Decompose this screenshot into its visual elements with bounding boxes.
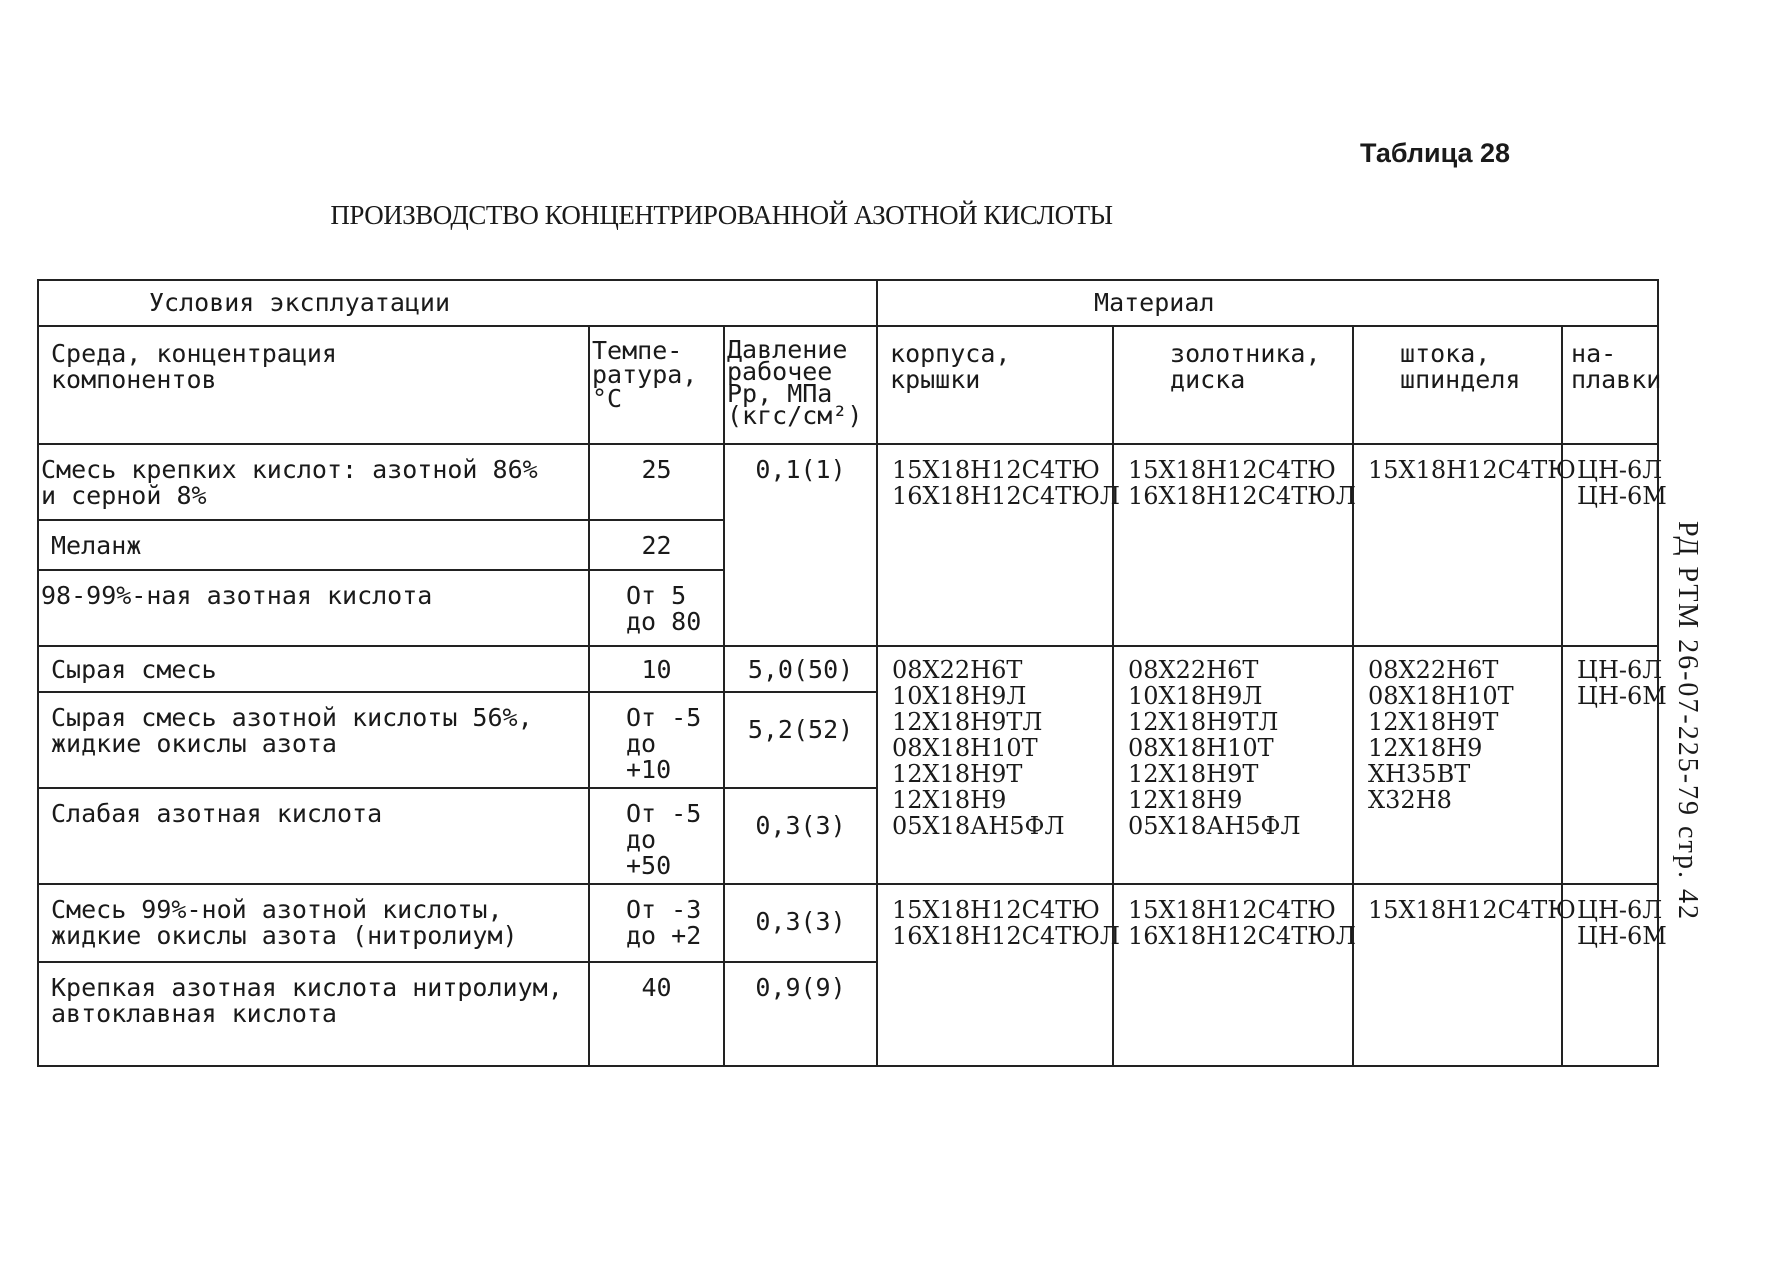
medium-cell: Сырая смесь <box>38 646 589 692</box>
col-header-pressure: Давление рабочее Рр, МПа (кгс/см²) <box>724 326 877 444</box>
medium-cell: Крепкая азотная кислота нитролиум, автоклавная кислота <box>38 962 589 1066</box>
temperature-cell: 40 <box>589 962 724 1066</box>
table-row <box>38 646 1658 692</box>
surfacing-material-cell: ЦН-6Л ЦН-6М <box>1562 884 1658 1066</box>
stem-material-cell: 15Х18Н12С4ТЮ <box>1353 884 1562 1066</box>
pressure-cell: 0,3(3) <box>724 884 877 962</box>
surfacing-material-cell: ЦН-6Л ЦН-6М <box>1562 444 1658 646</box>
pressure-cell: 0,3(3) <box>724 788 877 884</box>
stem-material-cell: 08Х22Н6Т 08Х18Н10Т 12Х18Н9Т 12Х18Н9 ХН35ВТ Х32Н8 <box>1353 646 1562 884</box>
table-row <box>38 444 1658 520</box>
table-row <box>38 884 1658 962</box>
body-material-cell: 08Х22Н6Т 10Х18Н9Л 12Х18Н9ТЛ 08Х18Н10Т 12Х18Н9Т 12Х18Н9 05Х18АН5ФЛ <box>877 646 1113 884</box>
body-material-cell: 15Х18Н12С4ТЮ 16Х18Н12С4ТЮЛ <box>877 884 1113 1066</box>
pressure-cell: 5,0(50) <box>724 646 877 692</box>
materials-table <box>37 279 1667 1067</box>
col-header-disc: золотника, диска <box>1113 326 1353 444</box>
document-title: ПРОИЗВОДСТВО КОНЦЕНТРИРОВАННОЙ АЗОТНОЙ КИСЛОТЫ <box>330 200 1113 230</box>
medium-cell: Смесь крепких кислот: азотной 86% и серной 8% <box>38 444 589 520</box>
material-group-header: Материал <box>877 280 1658 326</box>
disc-material-cell: 08Х22Н6Т 10Х18Н9Л 12Х18Н9ТЛ 08Х18Н10Т 12Х18Н9Т 12Х18Н9 05Х18АН5ФЛ <box>1113 646 1353 884</box>
disc-material-cell: 15Х18Н12С4ТЮ 16Х18Н12С4ТЮЛ <box>1113 444 1353 646</box>
temperature-cell: 22 <box>589 520 724 570</box>
col-header-surfacing: на- плавки <box>1562 326 1658 444</box>
side-document-code <box>1660 486 1714 956</box>
medium-cell: Сырая смесь азотной кислоты 56%, жидкие окислы азота <box>38 692 589 788</box>
pressure-cell: 0,1(1) <box>724 444 877 646</box>
medium-cell: 98-99%-ная азотная кислота <box>38 570 589 646</box>
temperature-cell: От -3 до +2 <box>589 884 724 962</box>
temperature-cell: 25 <box>589 444 724 520</box>
temperature-cell: От -5 до +50 <box>589 788 724 884</box>
column-header-row <box>38 326 1658 444</box>
conditions-group-header: Условия эксплуатации <box>38 280 877 326</box>
stem-material-cell: 15Х18Н12С4ТЮ <box>1353 444 1562 646</box>
col-header-temperature: Темпе- ратура, °С <box>589 326 724 444</box>
medium-cell: Меланж <box>38 520 589 570</box>
side-document-code-text: РД РТМ 26-07-225-79 стр. 42 <box>1672 520 1703 922</box>
medium-cell: Смесь 99%-ной азотной кислоты, жидкие окислы азота (нитролиум) <box>38 884 589 962</box>
table-number-label: Таблица 28 <box>1360 138 1511 168</box>
col-header-body: корпуса, крышки <box>877 326 1113 444</box>
pressure-cell: 5,2(52) <box>724 692 877 788</box>
col-header-stem: штока, шпинделя <box>1353 326 1562 444</box>
disc-material-cell: 15Х18Н12С4ТЮ 16Х18Н12С4ТЮЛ <box>1113 884 1353 1066</box>
temperature-cell: От -5 до +10 <box>589 692 724 788</box>
surfacing-material-cell: ЦН-6Л ЦН-6М <box>1562 646 1658 884</box>
temperature-cell: 10 <box>589 646 724 692</box>
pressure-cell: 0,9(9) <box>724 962 877 1066</box>
body-material-cell: 15Х18Н12С4ТЮ 16Х18Н12С4ТЮЛ <box>877 444 1113 646</box>
temperature-cell: От 5 до 80 <box>589 570 724 646</box>
medium-cell: Слабая азотная кислота <box>38 788 589 884</box>
group-header-row <box>38 280 1658 326</box>
col-header-medium: Среда, концентрация компонентов <box>38 326 589 444</box>
